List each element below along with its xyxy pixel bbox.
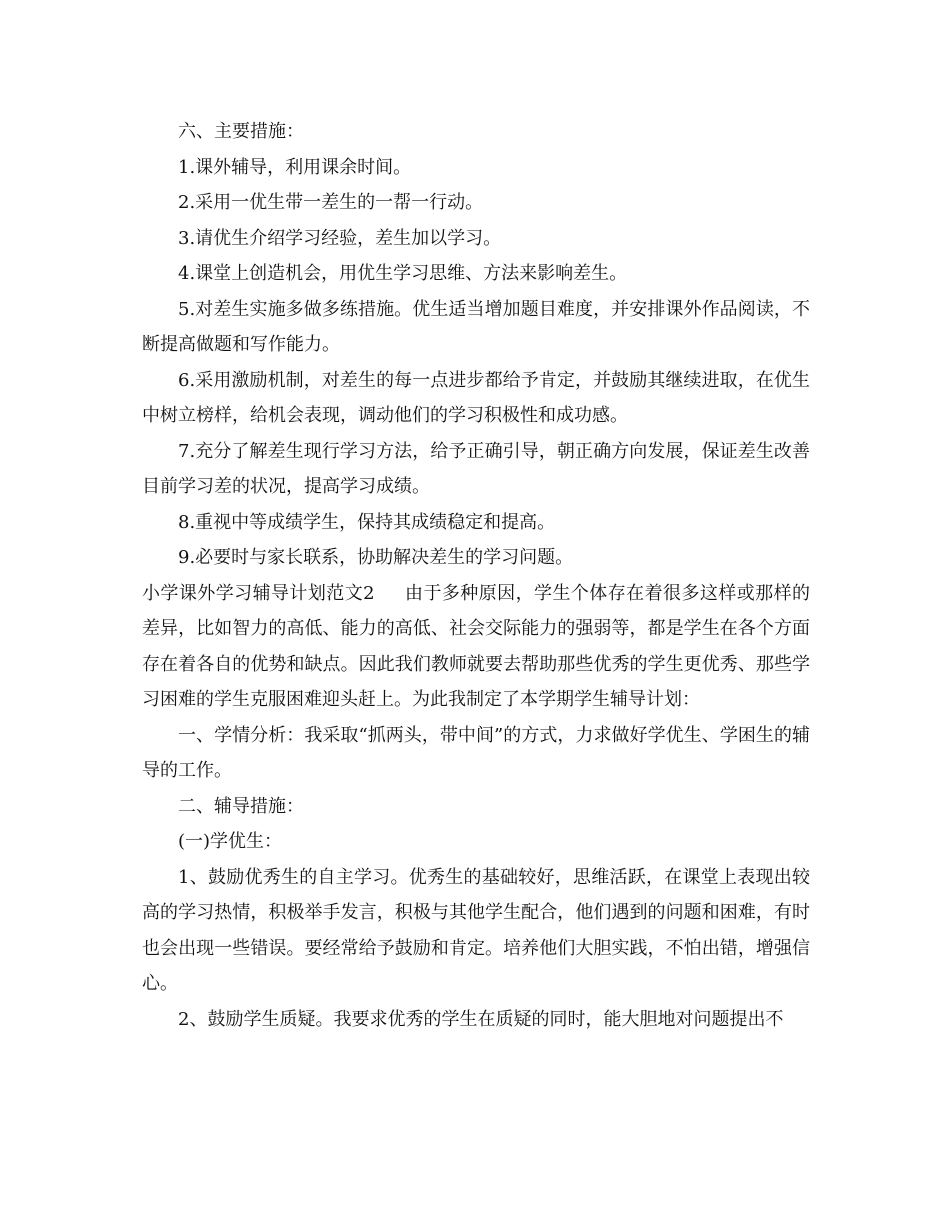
paragraph-measure-7: 7.充分了解差生现行学习方法，给予正确引导，朝正确方向发展，保证差生改善目前学习差的状况，提高学习成绩。 [142,440,810,497]
paragraph-encourage-self-study: 1、鼓励优秀生的自主学习。优秀生的基础较好，思维活跃，在课堂上表现出较高的学习热情，积极举手发言，积极与其他学生配合，他们遇到的问题和困难，有时也会出现一些错误。要经常给予鼓励和肯定。培养他们大胆实践，不怕出错，增强信心。 [142,866,810,994]
paragraph-tutoring-measures-heading: 二、辅导措施： [178,795,304,817]
paragraph-measure-3: 3.请优生介绍学习经验，差生加以学习。 [178,227,502,249]
paragraph-measure-4: 4.课堂上创造机会，用优生学习思维、方法来影响差生。 [178,263,628,284]
paragraph-top-students-heading: (一)学优生： [178,831,283,852]
paragraph-encourage-questioning: 2、鼓励学生质疑。我要求优秀的学生在质疑的同时，能大胆地对问题提出不 [178,1008,784,1030]
paragraph-measure-8: 8.重视中等成绩学生，保持其成绩稳定和提高。 [178,511,556,533]
section-intro: 由于多种原因，学生个体存在着很多这样或那样的差异，比如智力的高低、能力的高低、社会交际能力的强弱等，都是学生在各个方面存在着各自的优势和缺点。因此我们教师就要去帮助那些优秀的学生更优秀、那些学习困难的学生克服困难迎头赶上。为此我制定了本学期学生辅导计划： [142,582,811,710]
paragraph-section-six-heading: 六、主要措施： [178,121,304,142]
section-two-block [142,576,810,718]
section-title: 小学课外学习辅导计划范文2 [142,582,375,604]
paragraph-measure-6: 6.采用激励机制，对差生的每一点进步都给予肯定，并鼓励其继续进取，在优生中树立榜样，给机会表现，调动他们的学习积极性和成功感。 [142,369,810,426]
paragraph-measure-9: 9.必要时与家长联系，协助解决差生的学习问题。 [178,547,574,568]
paragraph-measure-2: 2.采用一优生带一差生的一帮一行动。 [178,192,484,213]
paragraph-measure-1: 1.课外辅导，利用课余时间。 [178,156,412,178]
document-body [142,114,810,1037]
paragraph-situation-analysis: 一、学情分析：我采取“抓两头，带中间”的方式，力求做好学优生、学困生的辅导的工作。 [142,724,810,781]
paragraph-measure-5: 5.对差生实施多做多练措施。优生适当增加题目难度，并安排课外作品阅读，不断提高做题和写作能力。 [142,298,810,355]
